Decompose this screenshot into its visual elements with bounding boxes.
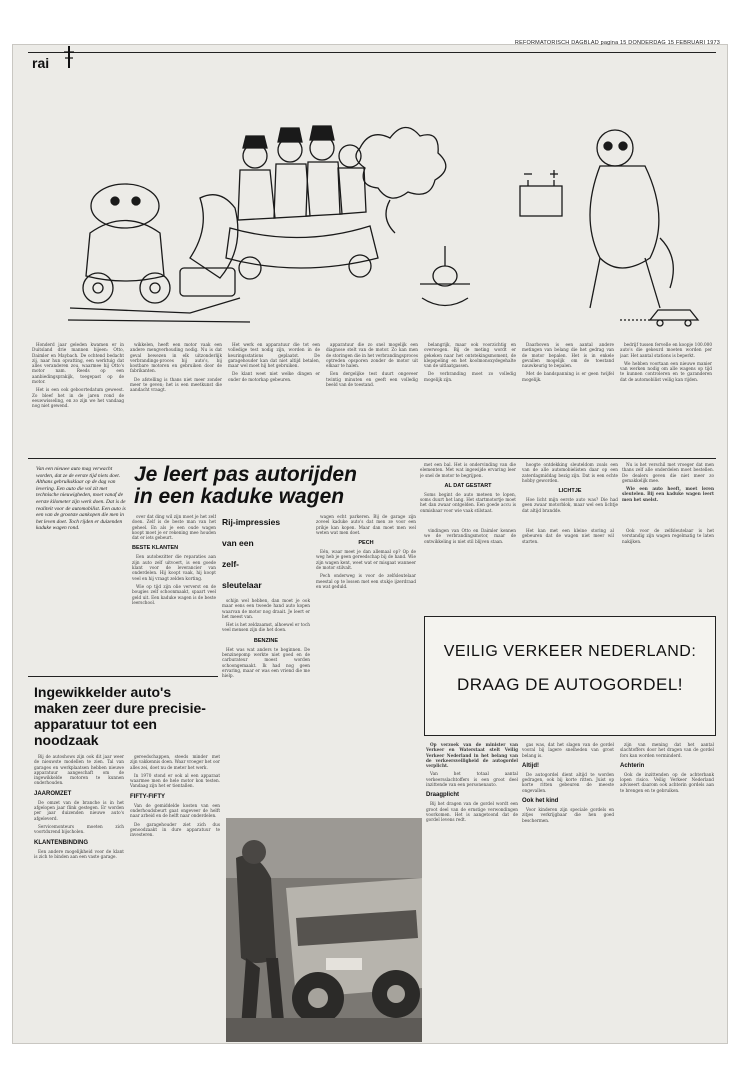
second-headline: Ingewikkelder auto's maken zeer dure precisie-apparatuur tot een noodzaak (34, 684, 206, 748)
main-headline (134, 464, 434, 508)
main-col-b: schijn wel hebben, dan moet je ook maar eens een tweede hand auto kopen waarvan de motor nog draait. Je leert er het meest van. Het is het zeldzaamst, alhoewel er toch veel mensen zijn die het doen. BENZINE Het was wat anders te beginnen. De benzinepomp werkte niet goed en de carburateur moest worden schoongemaakt. Ik had nog geen ervaring, maar er was een vriend die me hielp. (222, 598, 310, 679)
running-head: REFORMATORISCH DAGBLAD pagina 15 DONDERDAG 15 FEBRUARI 1973 (514, 40, 720, 46)
sub-altijd: Altijd! (522, 762, 539, 769)
cartoon-crowd (226, 126, 378, 279)
intro-box: Van een nieuwe auto mag verwacht worden, dat ze de eerste tijd niets doet. Althans gebruiksklaar op de dag van levering. Een auto die vol zit met technische nieuwigheden, moet vanaf de eerste kilometer zijn werk doen. Dat is de realiteit voor de automobilist. Een auto is een van de grootste aankopen die men in het leven doet. Toch rijden er duizenden kaduke wagen rond. (36, 466, 126, 532)
second-article-rule (28, 676, 218, 677)
traffic-title-line-1: VEILIG VERKEER NEDERLAND: (443, 643, 697, 660)
main-col-a: over dat ding wil zijn moet je het zelf doen. Zelf is de beste man van het geheel. En als je een oude wagen koopt moet je er rekening mee houden dat er iets gebeurt. BESTE KLANTEN Een autobezitter die reparaties aan zijn auto zelf uitvoert, is een goede klant voor de leverancier van onderdelen. Hij koopt vaak, hij koopt veel en hij vraagt zelden korting. Wie op tijd zijn olie ververst en de bougies zelf schoonmaakt, spaart veel geld uit. Een kaduke wagen is de beste leerschool. (132, 514, 216, 605)
top-column-5: belangrijk, maar ook voorzichtig en overwogen. Bij de meting wordt er gekeken naar het ontstekingsmoment, de klepspeling en het koolmonoxydegehalte van de uitlaatgassen. De verbranding moet zo volledig mogelijk zijn. (424, 342, 516, 382)
cartoon-battery (520, 170, 562, 216)
right-col-1: vindingen van Otto en Daimler kennen we de verbrandingsmotor, maar de ontwikkeling is niet stil blijven staan. (424, 528, 516, 544)
traffic-safety-box (424, 616, 716, 736)
main-headline-line-2: in een kaduke wagen (134, 485, 345, 508)
second-col-1: Bij de autoshows zijn ook dit jaar weer de nieuwste modellen te zien. Tal van garages en werkplaatsen hebben nieuwe apparatuur aangeschaft om de ingewikkelde motoren te kunnen onderhouden. JAAROMZET De omzet van de branche is in het afgelopen jaar flink gestegen. Er worden per jaar duizenden nieuwe auto's afgeleverd. Servicemonteurs moeten zich voortdurend bijscholen. KLANTENBINDING Een andere mogelijkheid voor de klant is zich te binden aan een vaste garage. (34, 754, 124, 859)
sub-headline-block (222, 516, 292, 592)
right-col-3: Ook voor de zelfsleutelaar is het verstandig zijn wagen regelmatig te laten nakijken. (622, 528, 714, 544)
top-column-6: Daarboven is een aantal andere metingen van belang die het gedrag van de motor bepalen. Het is in enkele gevallen mogelijk om de toestand nauwkeurig te bepalen. Met de bandspanning is er geen twijfel mogelijk. (522, 342, 614, 382)
main-col-e: hoogte ontdekking sleuteldom zoals een van de alle automobielisten daar op een zaterdagmiddag bezig zijn. Dat is een echte hobby geworden. LICHTJE Hoe licht mijn eerste auto was? Die had geen zwaar motorblok, maar wel een lichtje dat altijd brandde. (522, 462, 618, 513)
traffic-col-3: zijn van mening dat het aantal slachtoffers door het dragen van de gordel fors kan worden verminderd. Achterin Ook de inzittenden op de achterbank lopen risico. Veilig Verkeer Nederland adviseert daarom ook achterin gordels aan te brengen en te gebruiken. (620, 742, 714, 793)
sub-benzine: BENZINE (253, 637, 279, 644)
section-rule (28, 458, 716, 459)
sub-draagplicht: Draagplicht (426, 792, 460, 799)
sub-al-dat-gestart: AL DAT GESTART (444, 482, 492, 489)
cartoon-illustration (60, 108, 710, 340)
sub-fifty-fifty: FIFTY-FIFTY (130, 793, 165, 800)
cartoon-tall-creature (590, 130, 673, 308)
cartoon-car-creature (68, 184, 250, 322)
top-column-4: apparatuur die zo snel mogelijk een diagnose stelt van de motor. Zo kan men de storingen die in het verbrandingsproces optreden opsporen zonder de motor uit elkaar te halen. Een dergelijke test duurt ongeveer twintig minuten en geeft een volledig beeld van de toestand. (326, 342, 418, 388)
mechanic-photo (226, 818, 422, 1042)
traffic-title-line-2: DRAAG DE AUTOGORDEL! (456, 675, 683, 694)
main-col-d: met een bal. Het is ondervinding van die elementen. Met wat ingewijde ervaring leer je snel de motor te begrijpen. AL DAT GESTART Soms begint de auto meteen te lopen, soms duurt het lang. Het startmotortje moet het dan zwaar ontgelden. Een goede accu is onmisbaar voor wie vaak stilstaat. (420, 462, 516, 513)
subhead-1: Rij-impressies (222, 517, 281, 527)
mechanic-photo-scene (226, 818, 422, 1042)
traffic-col-1: Op verzoek van de minister van Verkeer en Waterstaat stelt Veilig Verkeer Nederland in het belang van de verkeersveiligheid de autogordel verplicht. Van het totaal aantal verkeersslachtoffers is een groot deel inzittende van een personenauto. Draagplicht Bij het dragen van de gordel wordt een groot deel van de ernstige verwondingen voorkomen. Het is aangetoond dat de gordel levens redt. (426, 742, 518, 823)
sub-ook-het-kind: Ook het kind (522, 798, 559, 805)
subhead-3: zelf- (222, 559, 239, 569)
section-logo: rai (32, 55, 50, 71)
second-col-2: gereedschappen, steeds minder met zijn vakkennis doen. Waar vroeger het oor alles zei, doet nu de meter het werk. In 1970 stond er ook al een apparaat waarmee men de hele motor kon testen. Vandaag zijn het er tientallen. FIFTY-FIFTY Van de gemiddelde kosten van een onderhoudsbeurt gaat ongeveer de helft naar arbeid en de helft naar onderdelen. De garagehouder ziet zich dus genoodzaakt in dure apparatuur te investeren. (130, 754, 220, 838)
traffic-col-2: gas was, dat het slagen van de gordel vooral bij lagere snelheden van groot belang is. Altijd! De autogordel dient altijd te worden gedragen, ook bij korte ritten. Juist op korte ritten gebeuren de meeste ongevallen. Ook het kind Voor kinderen zijn speciale gordels en zitjes verkrijgbaar die hen goed beschermen. (522, 742, 614, 823)
sub-beste-klanten: BESTE KLANTEN (132, 545, 179, 552)
main-headline-line-1: Je leert pas autorijden (134, 463, 357, 486)
subhead-4: sleutelaar (222, 580, 262, 590)
subhead-2: van een (222, 538, 254, 548)
sub-lichtje: LICHTJE (558, 488, 582, 495)
sub-klantenbinding: KLANTENBINDING (34, 839, 88, 846)
cartoon-smoke-cloud (356, 127, 446, 233)
header-rule (28, 52, 716, 53)
top-column-1: Honderd jaar geleden kwamen er in Duitsland drie mannen bijeen: Otto, Daimler en Maybach. De ochtend bedacht zij, naar hun opvatting, een werktuig dat alles veranderen zou, waarmee hij Otto's motor nam. Reeds op een aanbiedingsprakijk, toegepast op de motor. Het is een ook geboortedatum geweest. Zo bleef het in de jaren rond de eeuwwisseling, en zo zijn we het vandaag nog niet gewend. (32, 342, 124, 409)
main-col-c: wagen echt parkeren. Bij de garage zijn zoveel kaduke auto's dat men ze voor een prikje kan kopen. Maar dan moet men wel weten wat men doet. PECH Eén, waar meet je dan allemaal op? Op de weg heb je geen gereedschap bij de hand. Wie zijn wagen kent, weet wat er misgaat wanneer de motor stilvalt. Pech onderweg is voor de zelfsleutelaar meestal op te lossen met een stukje ijzerdraad en wat geduld. (316, 514, 416, 589)
main-col-f: Nu is het verschil met vroeger dat men thans zelf alle onderdelen moet bestellen. De dealers geven die niet meer zo gemakkelijk mee. Wie een auto heeft, moet leren sleutelen. Bij een kaduke wagen leert men het snelst. (622, 462, 714, 502)
sub-achterin: Achterin (620, 762, 645, 769)
section-logo-icon (62, 44, 76, 68)
top-column-2: wikkelen, heeft een motor vaak een andere mengverhouding nodig. Nu is dat geval bewezen in elk uitzonderlijk verbrandings-proces bij auto's, bij kostbare motoren en gebruiken door de fabrikanten. De afstelling is thans niet meer zonder meer te geven; het is een meetkunst die aandacht vraagt. (130, 342, 222, 393)
top-column-3: Het werk en apparatuur die tot een volledige test nodig zijn, worden in de keuringsstations geplaatst. De garagehouder kan dat niet altijd betalen, maar wel moet hij het gebruiken. De klant weet niet welke dingen er onder de motorkap gebeuren. (228, 342, 320, 382)
top-column-7: bedrijf tussen fervelle en koopje 100.000 auto's die gekeurd moeten worden per jaar. Het aantal stations is beperkt. We hebben voortaan een nieuwe manier van werken nodig om alle wagens op tijd te kunnen controleren en te garanderen dat de automobilist veilig kan rijden. (620, 342, 712, 382)
right-col-2: Het kan met een kleine storing al gebeuren dat de wagen niet meer wil starten. (522, 528, 614, 544)
cartoon-small-car (620, 310, 698, 326)
sub-pech: PECH (358, 540, 374, 547)
sub-jaaromzet: JAAROMZET (34, 790, 72, 797)
cartoon-spark-plug (420, 246, 470, 306)
